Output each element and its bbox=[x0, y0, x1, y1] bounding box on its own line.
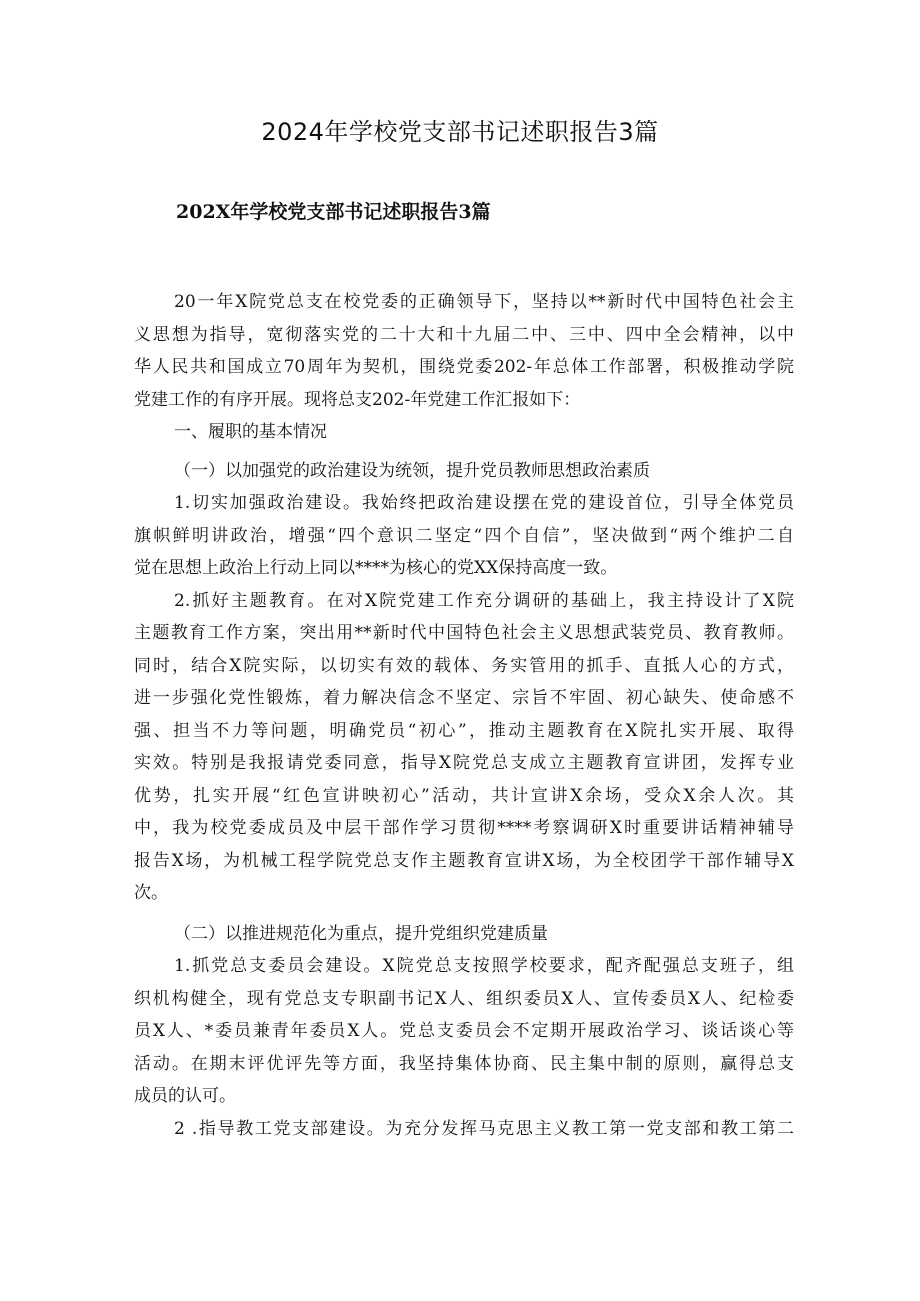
paragraph-line: 2.抓好主题教育。在对X院党建工作充分调研的基础上，我主持设计了X院 bbox=[174, 590, 794, 611]
paragraph-line: 主题教育工作方案，突出用**新时代中国特色社会主义思想武装党员、教育教师。 bbox=[134, 623, 794, 643]
paragraph-line: 织机构健全，现有党总支专职副书记X人、组织委员X人、宣传委员X人、纪检委 bbox=[134, 988, 794, 1009]
paragraph-line: 次。 bbox=[134, 883, 168, 903]
paragraph-line: 同时，结合X院实际，以切实有效的载体、务实管用的抓手、直抵人心的方式， bbox=[134, 655, 794, 676]
document-body bbox=[134, 286, 794, 1145]
paragraph-line: 一、履职的基本情况 bbox=[174, 422, 327, 442]
paragraph-line: 1.抓党总支委员会建设。X院党总支按照学校要求，配齐配强总支班子，组 bbox=[174, 956, 794, 976]
paragraph-line: 20一年X院党总支在校党委的正确领导下，坚持以**新时代中国特色社会主 bbox=[174, 292, 794, 312]
document-subtitle: 202X年学校党支部书记述职报告3篇 bbox=[176, 201, 491, 223]
paragraph-line: 报告X场，为机械工程学院党总支作主题教育宣讲X场，为全校团学干部作辅导X bbox=[134, 850, 794, 871]
paragraph-line: 2 .指导教工党支部建设。为充分发挥马克思主义教工第一党支部和教工第二 bbox=[174, 1118, 794, 1139]
paragraph-line: 旗帜鲜明讲政治，增强“四个意识二坚定“四个自信”，坚决做到“两个维护二自 bbox=[134, 525, 794, 546]
paragraph-line: （一）以加强党的政治建设为统领，提升党员教师思想政治素质 bbox=[174, 460, 650, 481]
paragraph-line: 义思想为指导，宽彻落实党的二十大和十九届二中、三中、四中全会精神，以中 bbox=[134, 324, 794, 345]
paragraph-line: 1.切实加强政治建设。我始终把政治建设摆在党的建设首位，引导全体党员 bbox=[174, 493, 794, 513]
paragraph-line: 强、担当不力等问题，明确党员“初心”，推动主题教育在X院扎实开展、取得 bbox=[134, 720, 794, 741]
paragraph-line: 华人民共和国成立70周年为契机，围绕党委202-年总体工作部署，积极推动学院 bbox=[134, 357, 794, 377]
line-gap bbox=[134, 910, 794, 918]
paragraph-line: （二）以推进规范化为重点，提升党组织党建质量 bbox=[174, 923, 548, 944]
paragraph-line: 员X人、*委员兼青年委员X人。党总支委员会不定期开展政治学习、谈话谈心等 bbox=[134, 1021, 794, 1041]
paragraph-line: 进一步强化党性锻炼，着力解决信念不坚定、宗旨不牢固、初心缺失、使命感不 bbox=[134, 688, 794, 708]
paragraph-line: 党建工作的有序开展。现将总支202-年党建工作汇报如下： bbox=[134, 389, 581, 410]
paragraph-line: 实效。特别是我报请党委同意，指导X院党总支成立主题教育宣讲团，发挥专业 bbox=[134, 753, 794, 773]
document-title: 2024年学校党支部书记述职报告3篇 bbox=[261, 118, 659, 146]
paragraph-line: 成员的认可。 bbox=[134, 1086, 236, 1106]
paragraph-line: 优势，扎实开展“红色宣讲映初心”活动，共计宣讲X余场，受众X余人次。其 bbox=[134, 785, 794, 806]
paragraph-line: 活动。在期末评优评先等方面，我坚持集体协商、民主集中制的原则，赢得总支 bbox=[134, 1053, 794, 1074]
paragraph-line: 觉在思想上政治上行动上同以****为核心的党XX保持高度一致。 bbox=[134, 558, 618, 578]
paragraph-line: 中，我为校党委成员及中层干部作学习贯彻****考察调研X时重要讲话精神辅导 bbox=[134, 818, 794, 838]
